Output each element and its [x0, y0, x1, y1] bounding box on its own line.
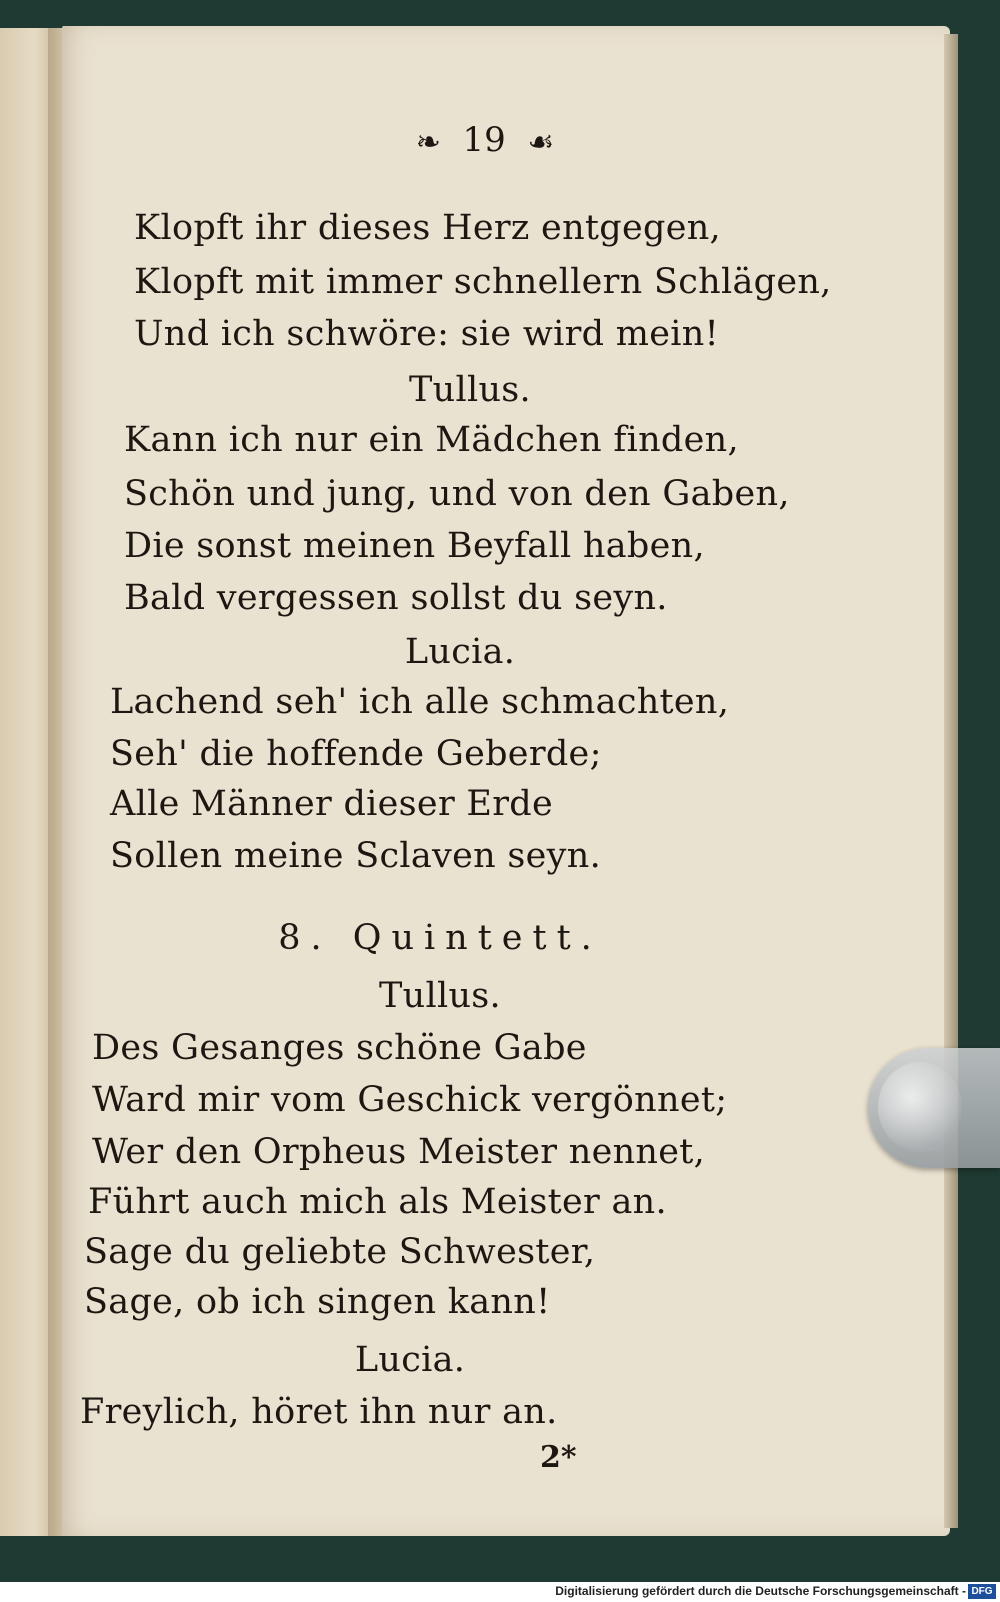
- speaker-name: Tullus.: [378, 976, 501, 1016]
- verse-line: Sage du geliebte Schwester,: [84, 1232, 596, 1272]
- verse-line: Wer den Orpheus Meister nennet,: [92, 1132, 706, 1172]
- ornament-right-icon: ☙: [527, 124, 555, 160]
- page-clip: [868, 1048, 1000, 1168]
- verse-line: Sage, ob ich singen kann!: [84, 1282, 551, 1322]
- verse-line: Und ich schwöre: sie wird mein!: [134, 314, 719, 354]
- verse-line: Kann ich nur ein Mädchen finden,: [124, 420, 739, 460]
- verse-line: Führt auch mich als Meister an.: [88, 1182, 667, 1222]
- verse-line: Klopft ihr dieses Herz entgegen,: [134, 208, 721, 248]
- page-number: 19: [462, 120, 506, 160]
- speaker-name: Tullus.: [408, 370, 531, 410]
- section-heading: 8. Quintett.: [278, 918, 602, 958]
- verse-line: Bald vergessen sollst du seyn.: [124, 578, 668, 618]
- verse-line: Klopft mit immer schnellern Schlägen,: [134, 262, 832, 302]
- verse-line: Des Gesanges schöne Gabe: [92, 1028, 587, 1068]
- page-edge: [944, 34, 958, 1528]
- verse-line: Alle Männer dieser Erde: [110, 784, 553, 824]
- footer-bar: [0, 1582, 1000, 1602]
- verse-line: Sollen meine Sclaven seyn.: [110, 836, 601, 876]
- page-header: [355, 120, 615, 160]
- verse-line: Die sonst meinen Beyfall haben,: [124, 526, 705, 566]
- footer-credit: Digitalisierung gefördert durch die Deutsche Forschungsgemeinschaft -: [555, 1584, 966, 1598]
- speaker-name: Lucia.: [404, 632, 516, 672]
- speaker-name: Lucia.: [354, 1340, 466, 1380]
- signature-mark: 2*: [540, 1440, 577, 1475]
- verse-line: Ward mir vom Geschick vergönnet;: [92, 1080, 728, 1120]
- verse-line: Seh' die hoffende Geberde;: [110, 734, 602, 774]
- verse-line: Schön und jung, und von den Gaben,: [124, 474, 790, 514]
- dfg-logo: DFG: [968, 1584, 996, 1599]
- ornament-left-icon: ❧: [415, 124, 441, 160]
- verse-line: Lachend seh' ich alle schmachten,: [110, 682, 730, 722]
- verse-line: Freylich, höret ihn nur an.: [80, 1392, 558, 1432]
